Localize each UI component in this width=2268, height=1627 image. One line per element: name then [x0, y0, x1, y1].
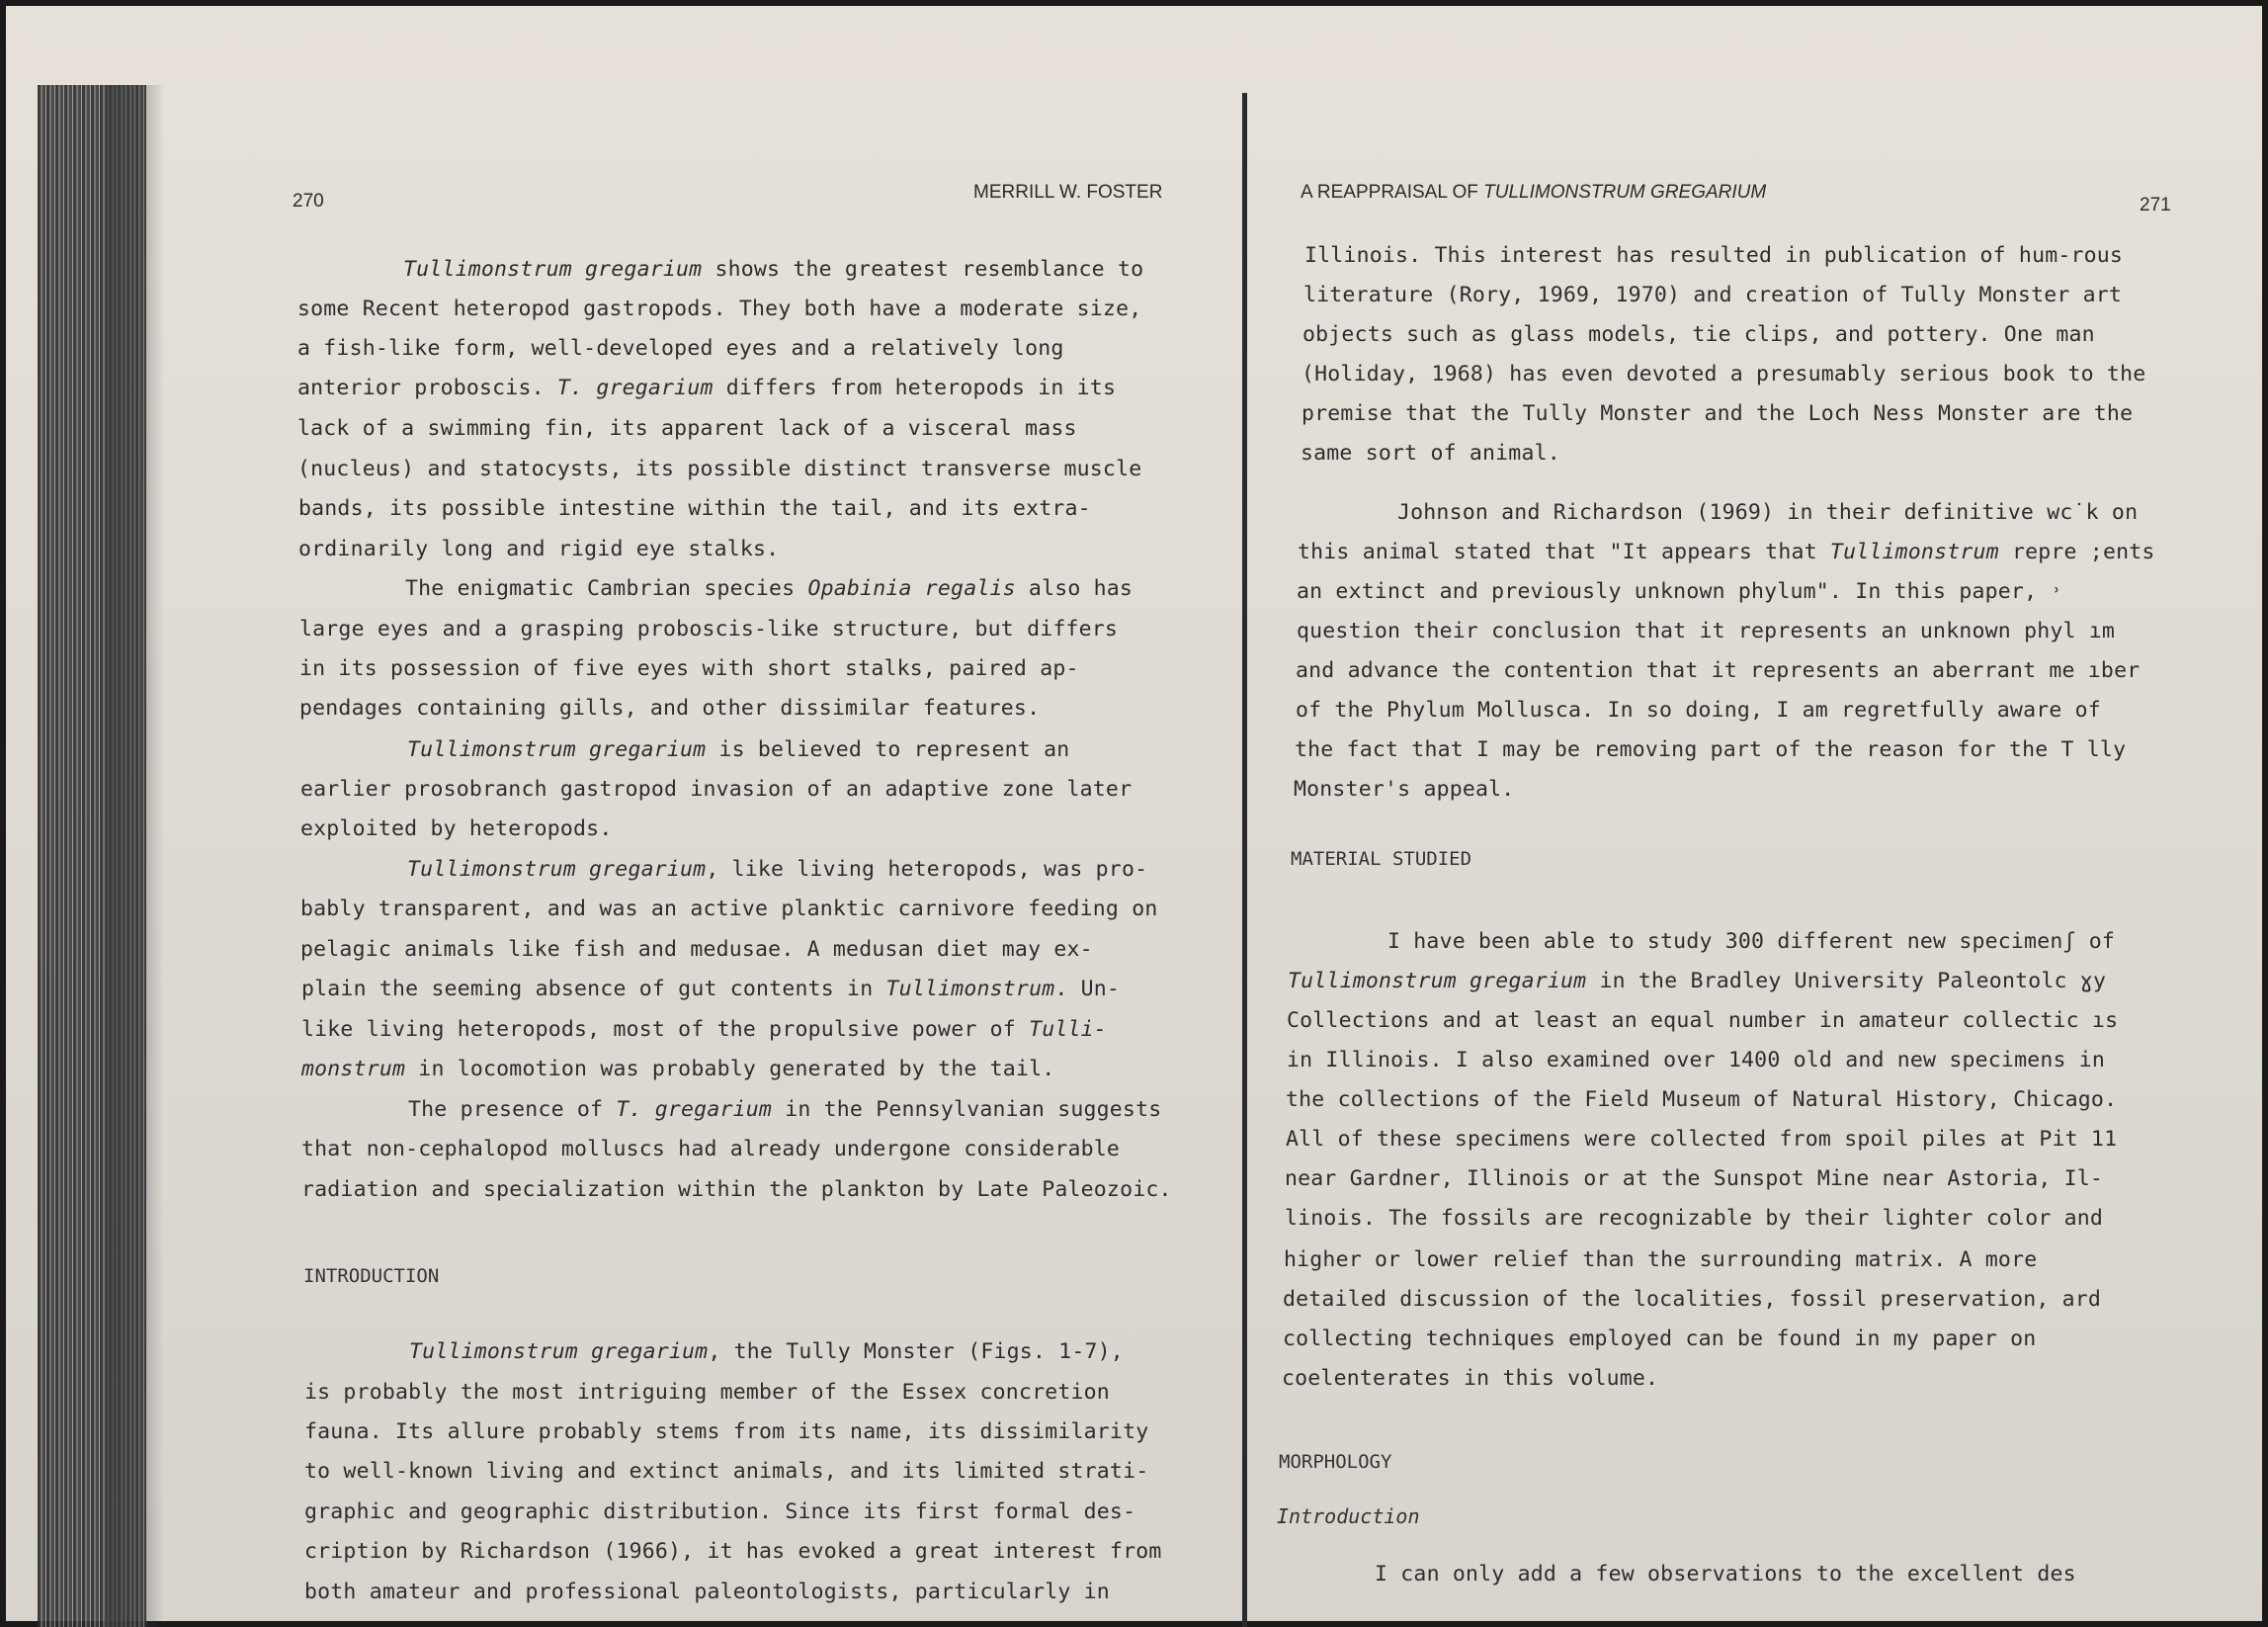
text-line: fauna. Its allure probably stems from its name, its dissimilarity: [304, 1419, 1149, 1444]
text-line: Johnson and Richardson (1969) in their definitive wc˙k on: [1397, 500, 2139, 525]
text-line: that non-cephalopod molluscs had already undergone considerable: [301, 1137, 1121, 1161]
text-line: this animal stated that "It appears that Tullimonstrum repre ;ents: [1298, 540, 2155, 564]
text-line: exploited by heteropods.: [300, 816, 613, 841]
text-line: is probably the most intriguing member of the Essex concretion: [304, 1380, 1110, 1405]
text-line: both amateur and professional paleontologists, particularly in: [304, 1580, 1110, 1604]
text-line: bands, its possible intestine within the tail, and its extra-: [298, 496, 1091, 521]
text-line: a fish-like form, well-developed eyes and a relatively long: [297, 336, 1064, 361]
text-line: the fact that I may be removing part of the reason for the T lly: [1295, 737, 2127, 762]
running-head: A REAPPRAISAL OF TULLIMONSTRUM GREGARIUM: [1301, 182, 1767, 203]
text-line: (nucleus) and statocysts, its possible distinct transverse muscle: [297, 457, 1142, 481]
text-line: question their conclusion that it represents an unknown phyl ım: [1297, 619, 2116, 643]
text-line: lack of a swimming fin, its apparent lack of a visceral mass: [297, 416, 1077, 441]
text-line: premise that the Tully Monster and the Loch Ness Monster are the: [1302, 401, 2134, 426]
text-line: Tullimonstrum gregarium is believed to represent an: [407, 737, 1070, 762]
text-line: Tullimonstrum gregarium shows the greatest resemblance to: [403, 257, 1144, 282]
text-line: in its possession of five eyes with short stalks, paired ap-: [299, 656, 1079, 681]
text-line: monstrum in locomotion was probably generated by the tail.: [301, 1057, 1055, 1081]
text-line: plain the seeming absence of gut contents in Tullimonstrum. Un-: [301, 977, 1121, 1001]
text-line: pelagic animals like fish and medusae. A medusan diet may ex-: [300, 937, 1093, 962]
text-line: I have been able to study 300 different new specimenʃ of: [1387, 929, 2116, 954]
text-line: Illinois. This interest has resulted in publication of hum‐rous: [1304, 243, 2124, 268]
text-line: to well-known living and extinct animals, and its limited strati-: [304, 1459, 1149, 1484]
section-heading: MATERIAL STUDIED: [1291, 848, 1472, 870]
text-line: bably transparent, and was an active planktic carnivore feeding on: [300, 897, 1158, 921]
text-line: near Gardner, Illinois or at the Sunspot Mine near Astoria, Il-: [1285, 1166, 2104, 1191]
text-line: All of these specimens were collected from spoil piles at Pit 11: [1286, 1127, 2118, 1152]
text-line: objects such as glass models, tie clips, and pottery. One man: [1302, 322, 2095, 347]
right-page: [1241, 0, 2268, 1621]
page-number: 270: [293, 191, 324, 212]
text-line: large eyes and a grasping proboscis-like structure, but differs: [299, 617, 1119, 642]
text-line: an extinct and previously unknown phylum". In this paper, ˒: [1297, 579, 2063, 604]
section-heading: INTRODUCTION: [303, 1265, 440, 1287]
text-line: (Holiday, 1968) has even devoted a presumably serious book to the: [1302, 362, 2146, 386]
text-line: the collections of the Field Museum of Natural History, Chicago.: [1286, 1087, 2118, 1112]
text-line: The enigmatic Cambrian species Opabinia regalis also has: [405, 576, 1134, 601]
text-line: graphic and geographic distribution. Since its first formal des-: [304, 1499, 1136, 1524]
text-line: anterior proboscis. T. gregarium differs from heteropods in its: [297, 376, 1117, 400]
text-line: same sort of animal.: [1301, 441, 1560, 466]
text-line: linois. The fossils are recognizable by their lighter color and: [1285, 1206, 2104, 1231]
text-line: Collections and at least an equal number in amateur collectic ıs: [1287, 1008, 2119, 1033]
text-line: of the Phylum Mollusca. In so doing, I am regretfully aware of: [1296, 698, 2101, 723]
page-number: 271: [2140, 195, 2171, 215]
text-line: in Illinois. I also examined over 1400 old and new specimens in: [1287, 1048, 2106, 1072]
text-line: Monster's appeal.: [1294, 777, 1515, 802]
text-line: I can only add a few observations to the excellent des: [1375, 1562, 2076, 1586]
running-head: MERRILL W. FOSTER: [973, 182, 1163, 203]
text-line: cription by Richardson (1966), it has evoked a great interest from: [304, 1539, 1162, 1564]
text-line: Tullimonstrum gregarium in the Bradley University Paleontolc ɣy: [1288, 969, 2107, 993]
text-line: radiation and specialization within the plankton by Late Paleozoic.: [301, 1177, 1172, 1202]
text-line: pendages containing gills, and other dissimilar features.: [299, 696, 1041, 721]
text-line: and advance the contention that it represents an aberrant me ıber: [1296, 658, 2141, 683]
subsection-heading: Introduction: [1277, 1504, 1420, 1528]
text-line: The presence of T. gregarium in the Pennsylvanian suggests: [408, 1097, 1162, 1122]
text-line: earlier prosobranch gastropod invasion of an adaptive zone later: [300, 777, 1133, 802]
text-line: literature (Rory, 1969, 1970) and creation of Tully Monster art: [1303, 283, 2123, 307]
text-line: Tullimonstrum gregarium, the Tully Monster (Figs. 1-7),: [409, 1339, 1124, 1364]
text-line: detailed discussion of the localities, fossil preservation, ard: [1283, 1287, 2102, 1312]
text-line: ordinarily long and rigid eye stalks.: [298, 537, 780, 561]
section-heading: MORPHOLOGY: [1279, 1451, 1392, 1473]
text-line: collecting techniques employed can be found in my paper on: [1283, 1327, 2037, 1351]
text-line: coelenterates in this volume.: [1282, 1366, 1659, 1391]
text-line: Tullimonstrum gregarium, like living heteropods, was pro-: [407, 857, 1148, 882]
text-line: like living heteropods, most of the propulsive power of Tulli-: [301, 1017, 1107, 1042]
text-line: some Recent heteropod gastropods. They both have a moderate size,: [297, 297, 1142, 321]
text-line: higher or lower relief than the surrounding matrix. A more: [1284, 1247, 2038, 1272]
